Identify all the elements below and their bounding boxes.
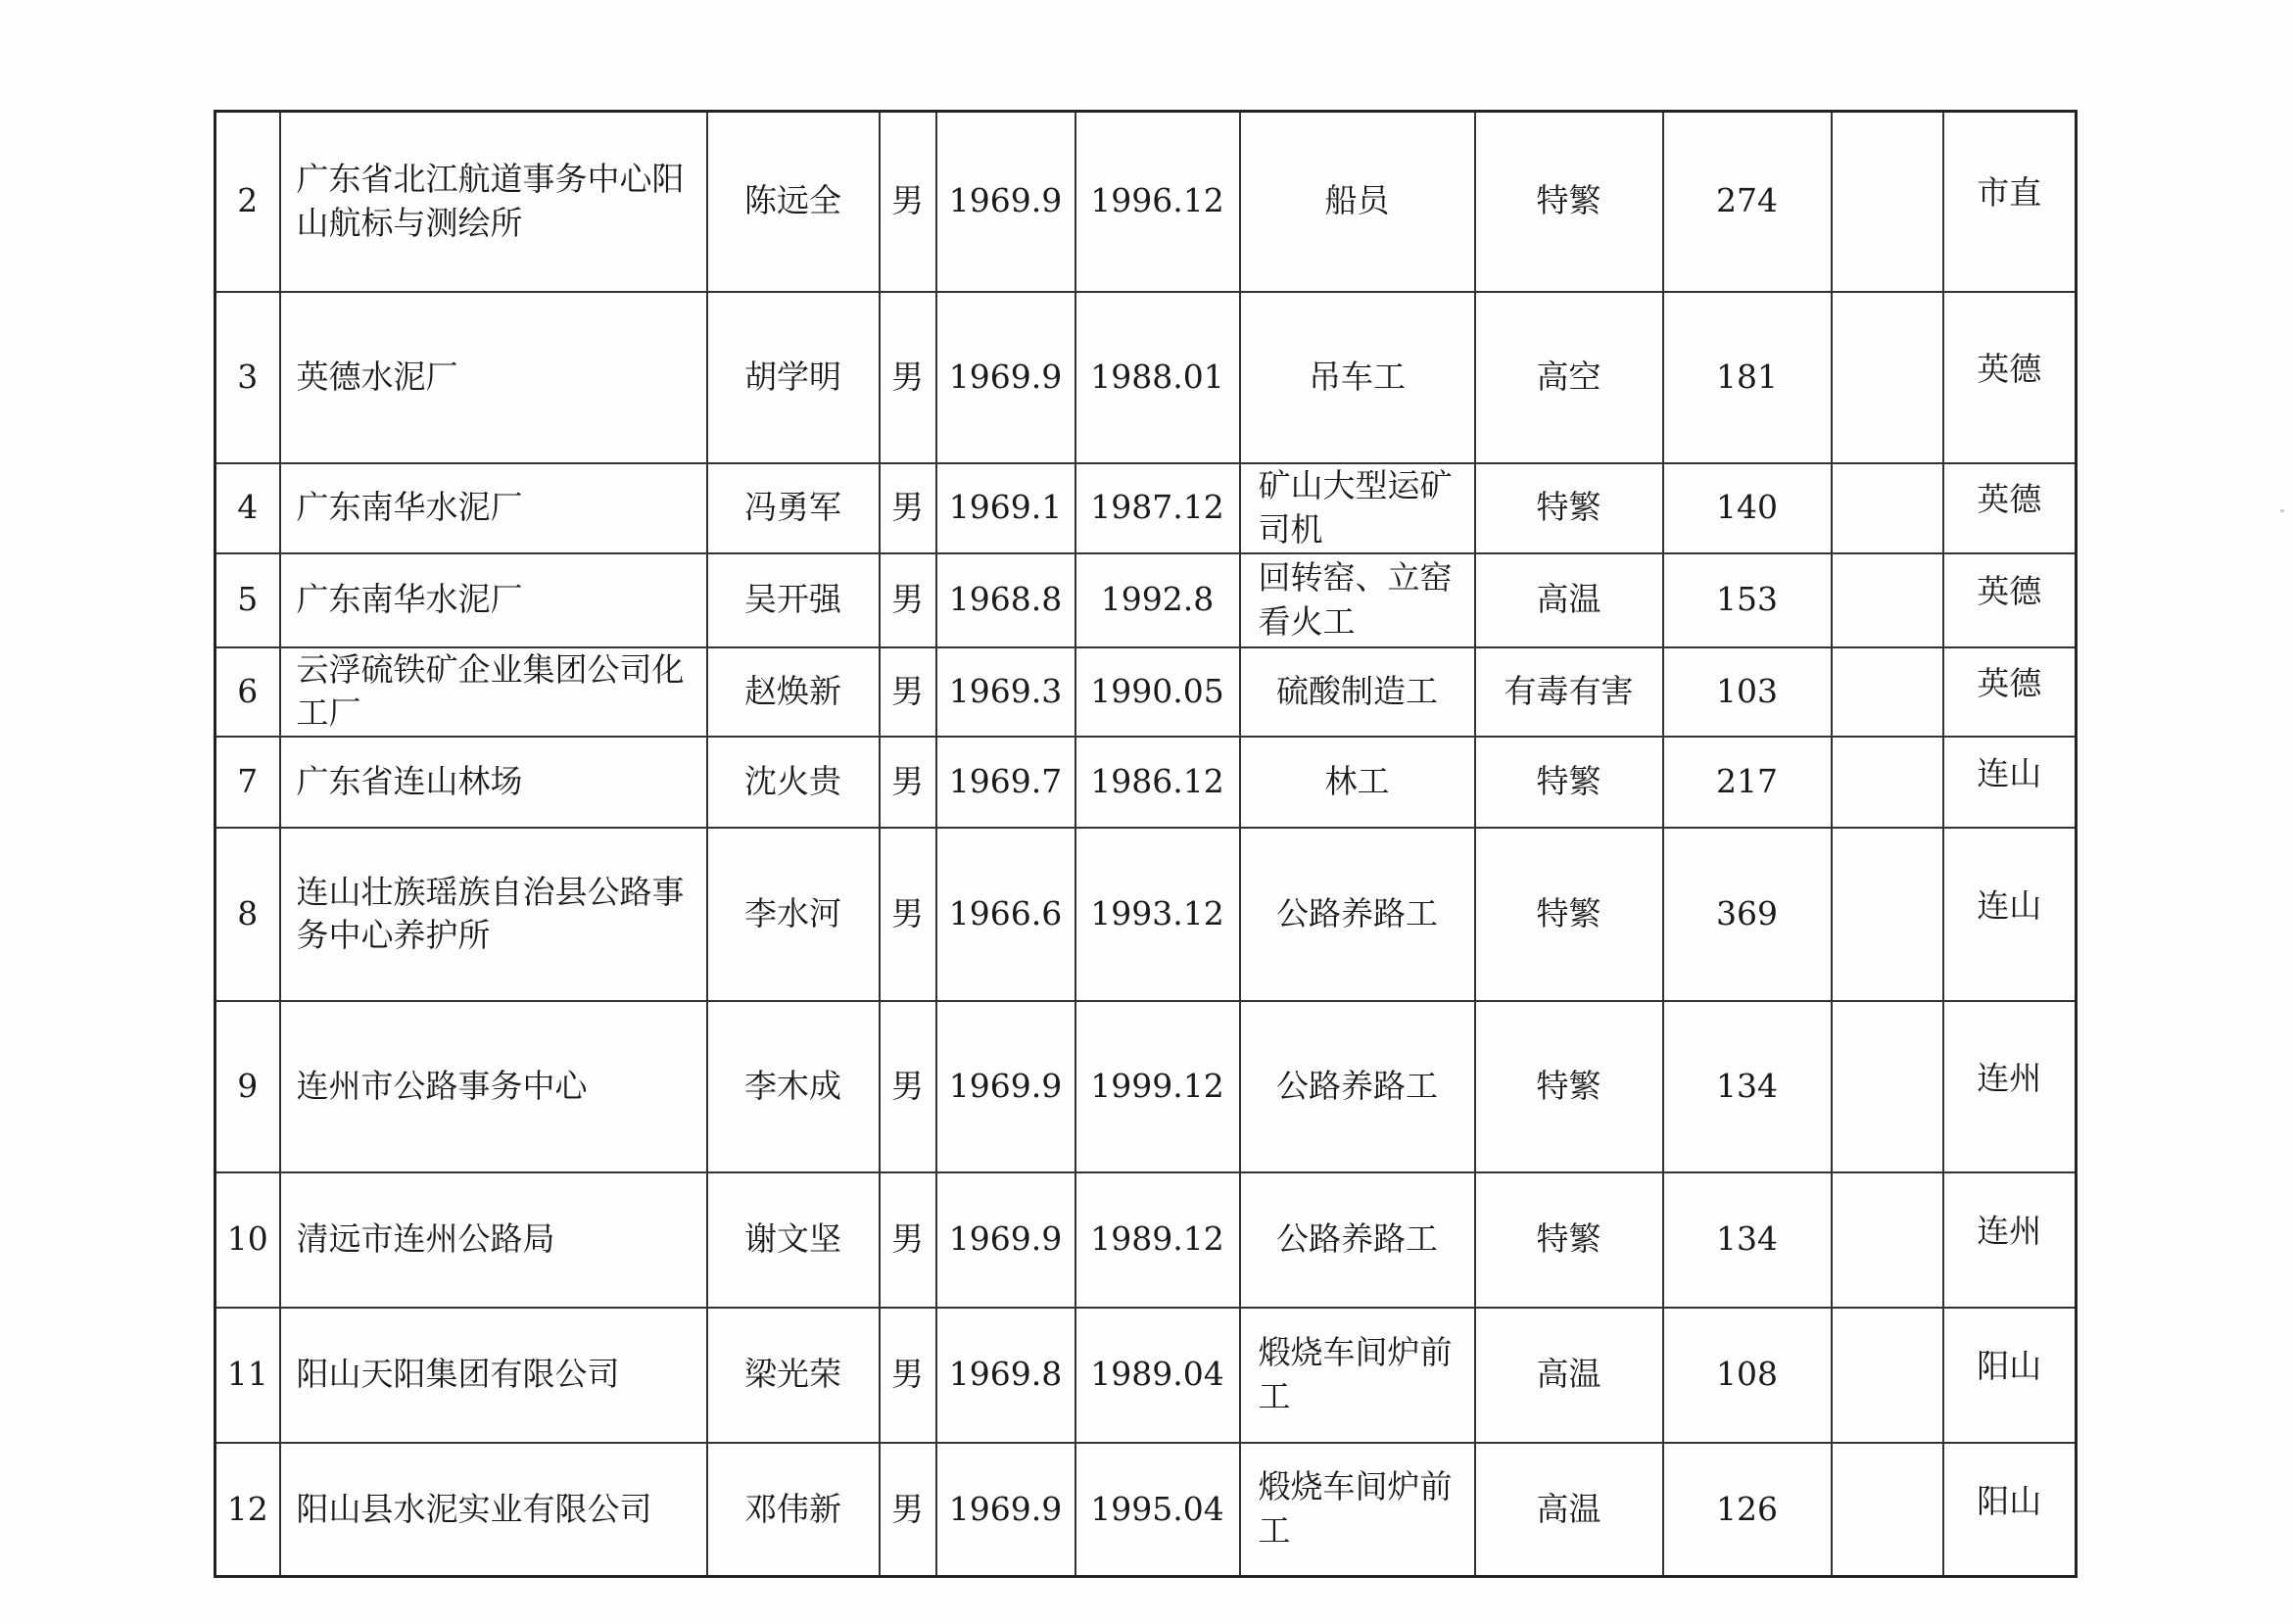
person-name: 冯勇军 — [707, 463, 880, 553]
birth-date: 1969.9 — [936, 1172, 1075, 1308]
job-type: 回转窑、立窑看火工 — [1240, 553, 1475, 647]
scan-artifact — [2280, 509, 2284, 512]
work-start-date: 1988.01 — [1075, 292, 1240, 463]
birth-date: 1969.3 — [936, 647, 1075, 737]
table-row — [215, 1308, 2077, 1443]
row-index: 5 — [215, 553, 280, 647]
unit-name: 阳山天阳集团有限公司 — [280, 1308, 707, 1443]
work-start-date: 1987.12 — [1075, 463, 1240, 553]
area-label: 连山 — [1977, 885, 2042, 925]
job-type: 公路养路工 — [1240, 828, 1475, 1001]
person-name: 吴开强 — [707, 553, 880, 647]
remark — [1832, 112, 1943, 292]
remark — [1832, 1443, 1943, 1577]
remark — [1832, 292, 1943, 463]
table-row — [215, 828, 2077, 1001]
row-index: 6 — [215, 647, 280, 737]
remark — [1832, 463, 1943, 553]
area-label: 英德 — [1977, 480, 2042, 519]
area-label: 阳山 — [1977, 1481, 2042, 1520]
work-start-date: 1999.12 — [1075, 1001, 1240, 1172]
remark — [1832, 1172, 1943, 1308]
birth-date: 1969.8 — [936, 1308, 1075, 1443]
table-row — [215, 1001, 2077, 1172]
job-category: 高温 — [1475, 1308, 1663, 1443]
unit-name: 清远市连州公路局 — [280, 1172, 707, 1308]
row-index: 2 — [215, 112, 280, 292]
job-category: 特繁 — [1475, 112, 1663, 292]
person-name: 赵焕新 — [707, 647, 880, 737]
job-type: 煅烧车间炉前工 — [1240, 1443, 1475, 1577]
remark — [1832, 1001, 1943, 1172]
area-label: 英德 — [1977, 349, 2042, 388]
area — [1943, 647, 2077, 737]
area — [1943, 1308, 2077, 1443]
area — [1943, 1001, 2077, 1172]
job-type: 公路养路工 — [1240, 1172, 1475, 1308]
unit-name: 阳山县水泥实业有限公司 — [280, 1443, 707, 1577]
job-category: 特繁 — [1475, 828, 1663, 1001]
unit-name: 广东省连山林场 — [280, 737, 707, 828]
gender: 男 — [880, 737, 936, 828]
table-row — [215, 112, 2077, 292]
remark — [1832, 553, 1943, 647]
months-count: 181 — [1663, 292, 1832, 463]
remark — [1832, 828, 1943, 1001]
unit-name: 广东南华水泥厂 — [280, 463, 707, 553]
row-index: 11 — [215, 1308, 280, 1443]
job-category: 高空 — [1475, 292, 1663, 463]
gender: 男 — [880, 292, 936, 463]
area — [1943, 828, 2077, 1001]
months-count: 103 — [1663, 647, 1832, 737]
person-name: 邓伟新 — [707, 1443, 880, 1577]
job-category: 高温 — [1475, 1443, 1663, 1577]
area-label: 连山 — [1977, 753, 2042, 792]
gender: 男 — [880, 1308, 936, 1443]
area — [1943, 1443, 2077, 1577]
birth-date: 1969.7 — [936, 737, 1075, 828]
gender: 男 — [880, 463, 936, 553]
remark — [1832, 737, 1943, 828]
birth-date: 1969.9 — [936, 1001, 1075, 1172]
area — [1943, 292, 2077, 463]
table-row — [215, 1443, 2077, 1577]
table-row — [215, 1172, 2077, 1308]
area-label: 市直 — [1977, 173, 2042, 213]
job-category: 特繁 — [1475, 1172, 1663, 1308]
gender: 男 — [880, 1001, 936, 1172]
job-type: 煅烧车间炉前工 — [1240, 1308, 1475, 1443]
birth-date: 1969.9 — [936, 112, 1075, 292]
personnel-table — [214, 110, 2078, 1578]
gender: 男 — [880, 1172, 936, 1308]
person-name: 谢文坚 — [707, 1172, 880, 1308]
work-start-date: 1995.04 — [1075, 1443, 1240, 1577]
birth-date: 1968.8 — [936, 553, 1075, 647]
area-label: 连州 — [1977, 1058, 2042, 1097]
area — [1943, 1172, 2077, 1308]
person-name: 李水河 — [707, 828, 880, 1001]
table-row — [215, 553, 2077, 647]
job-category: 特繁 — [1475, 1001, 1663, 1172]
job-category: 高温 — [1475, 553, 1663, 647]
row-index: 3 — [215, 292, 280, 463]
months-count: 134 — [1663, 1172, 1832, 1308]
table-row — [215, 292, 2077, 463]
job-type: 林工 — [1240, 737, 1475, 828]
unit-name: 连山壮族瑶族自治县公路事务中心养护所 — [280, 828, 707, 1001]
job-type: 矿山大型运矿司机 — [1240, 463, 1475, 553]
unit-name: 广东南华水泥厂 — [280, 553, 707, 647]
job-type: 吊车工 — [1240, 292, 1475, 463]
work-start-date: 1990.05 — [1075, 647, 1240, 737]
area — [1943, 112, 2077, 292]
table-row — [215, 647, 2077, 737]
birth-date: 1969.9 — [936, 292, 1075, 463]
job-category: 特繁 — [1475, 463, 1663, 553]
months-count: 126 — [1663, 1443, 1832, 1577]
table-row — [215, 737, 2077, 828]
work-start-date: 1989.12 — [1075, 1172, 1240, 1308]
row-index: 8 — [215, 828, 280, 1001]
area — [1943, 737, 2077, 828]
row-index: 10 — [215, 1172, 280, 1308]
unit-name: 连州市公路事务中心 — [280, 1001, 707, 1172]
work-start-date: 1986.12 — [1075, 737, 1240, 828]
birth-date: 1969.1 — [936, 463, 1075, 553]
months-count: 108 — [1663, 1308, 1832, 1443]
row-index: 12 — [215, 1443, 280, 1577]
row-index: 9 — [215, 1001, 280, 1172]
unit-name: 英德水泥厂 — [280, 292, 707, 463]
gender: 男 — [880, 1443, 936, 1577]
person-name: 胡学明 — [707, 292, 880, 463]
months-count: 140 — [1663, 463, 1832, 553]
work-start-date: 1993.12 — [1075, 828, 1240, 1001]
area — [1943, 553, 2077, 647]
months-count: 217 — [1663, 737, 1832, 828]
area-label: 英德 — [1977, 572, 2042, 611]
person-name: 李木成 — [707, 1001, 880, 1172]
person-name: 沈火贵 — [707, 737, 880, 828]
remark — [1832, 647, 1943, 737]
unit-name: 云浮硫铁矿企业集团公司化工厂 — [280, 647, 707, 737]
work-start-date: 1992.8 — [1075, 553, 1240, 647]
job-category: 特繁 — [1475, 737, 1663, 828]
gender: 男 — [880, 647, 936, 737]
row-index: 4 — [215, 463, 280, 553]
job-type: 公路养路工 — [1240, 1001, 1475, 1172]
remark — [1832, 1308, 1943, 1443]
person-name: 梁光荣 — [707, 1308, 880, 1443]
birth-date: 1966.6 — [936, 828, 1075, 1001]
unit-name: 广东省北江航道事务中心阳山航标与测绘所 — [280, 112, 707, 292]
job-type: 硫酸制造工 — [1240, 647, 1475, 737]
months-count: 153 — [1663, 553, 1832, 647]
months-count: 134 — [1663, 1001, 1832, 1172]
gender: 男 — [880, 828, 936, 1001]
work-start-date: 1996.12 — [1075, 112, 1240, 292]
person-name: 陈远全 — [707, 112, 880, 292]
row-index: 7 — [215, 737, 280, 828]
birth-date: 1969.9 — [936, 1443, 1075, 1577]
work-start-date: 1989.04 — [1075, 1308, 1240, 1443]
area — [1943, 463, 2077, 553]
table-row — [215, 463, 2077, 553]
area-label: 连州 — [1977, 1212, 2042, 1251]
gender: 男 — [880, 112, 936, 292]
area-label: 阳山 — [1977, 1347, 2042, 1386]
job-type: 船员 — [1240, 112, 1475, 292]
months-count: 274 — [1663, 112, 1832, 292]
area-label: 英德 — [1977, 663, 2042, 702]
months-count: 369 — [1663, 828, 1832, 1001]
gender: 男 — [880, 553, 936, 647]
job-category: 有毒有害 — [1475, 647, 1663, 737]
